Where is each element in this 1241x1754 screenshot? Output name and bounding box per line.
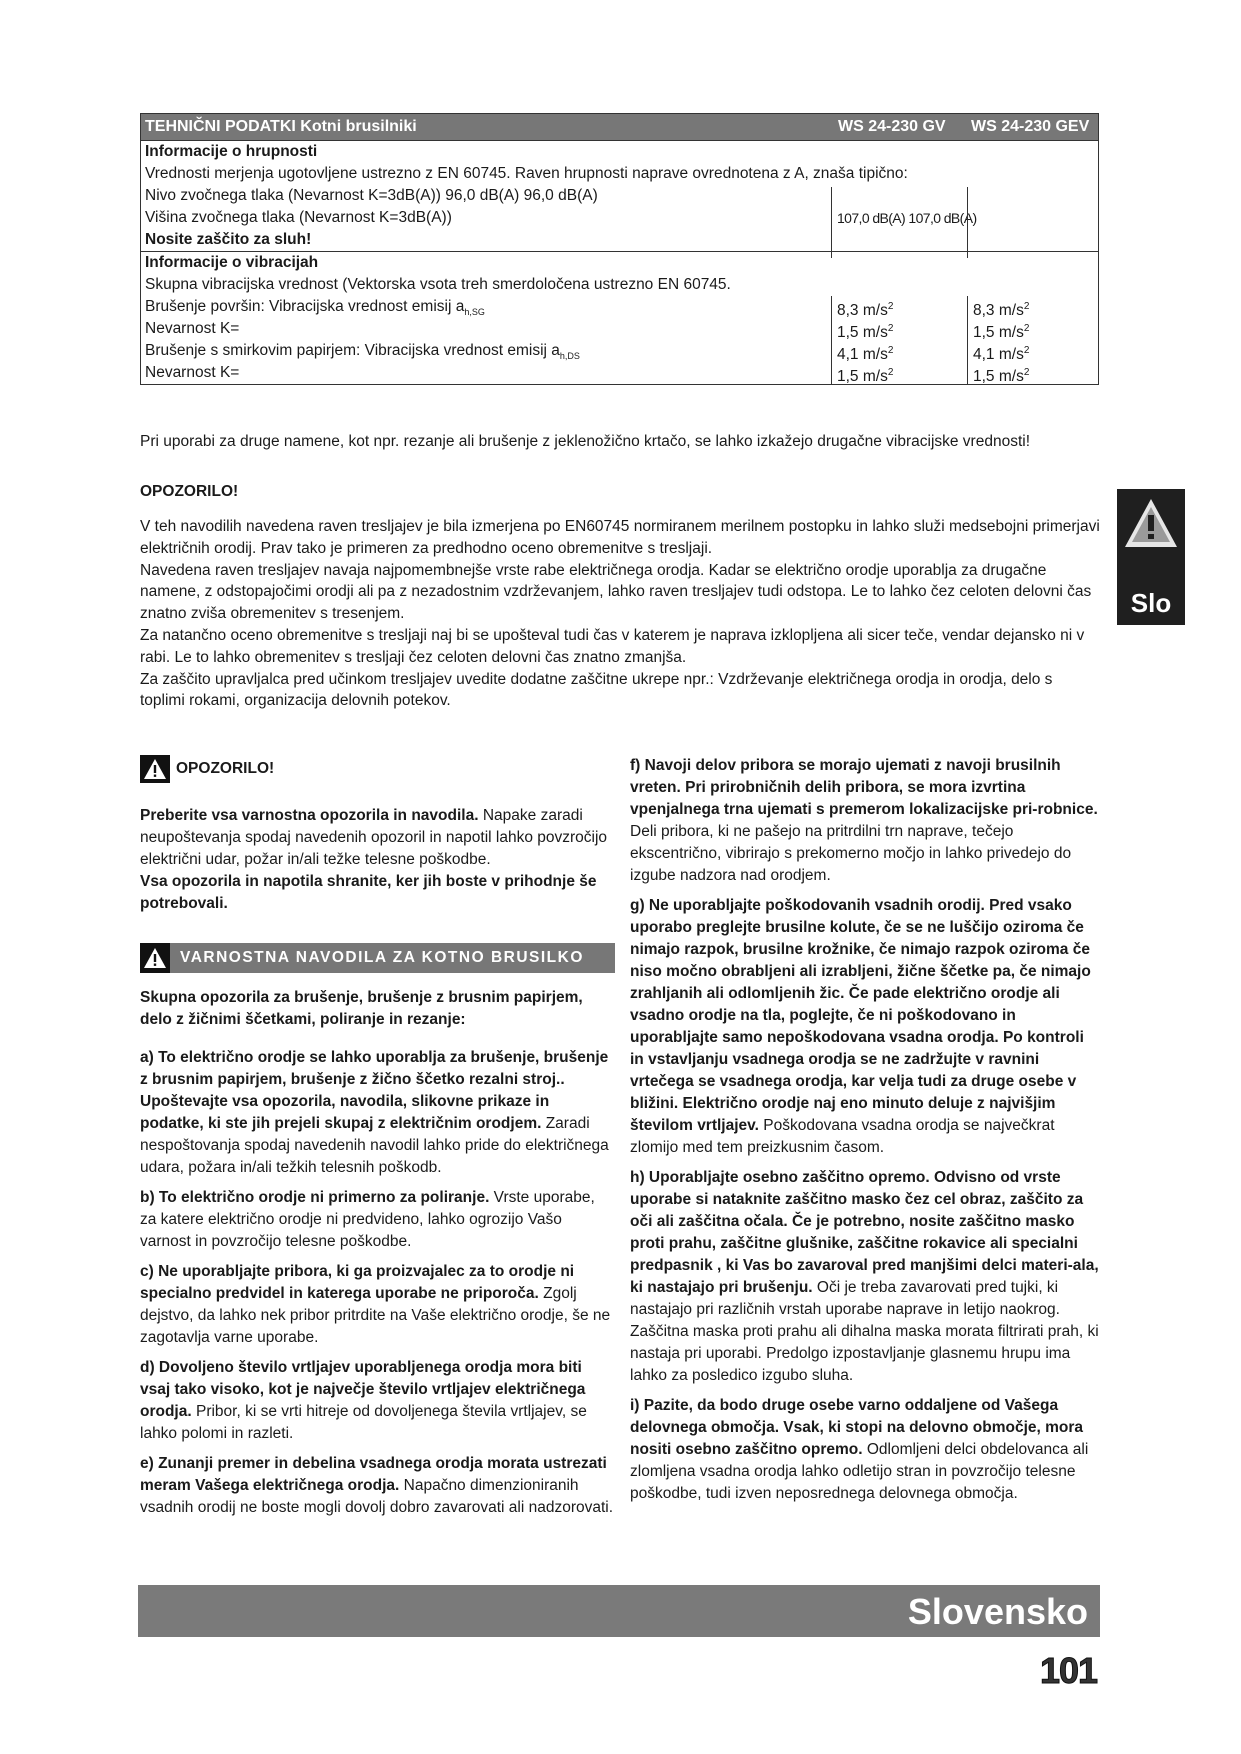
warning-paragraph: Navedena raven tresljajev navaja najpomembnejše vrste rabe električnega orodja. Kadar se električno orodje uporablja za drugačne namene, z odstopajočimi orodji ali pa z nezadostnim vzdrževanjem, lahko raven tresljajev tudi odstopa. Le to lahko čez celoten delovni čas znatno zviša obremenitev s tresenjem.: [140, 561, 1092, 623]
safety-item-bold: d) Dovoljeno število vrtljajev uporabljenega orodja mora biti vsaj tako visoko, kot je največje število vrtljajev električnega orodja.: [140, 1359, 586, 1420]
safety-item-bold: f) Navoji delov pribora se morajo ujemati z navoji brusilnih vreten. Pri prirobničnih delih pribora, se mora izvrtina vpenjalnega trna ujemati s premerom lokalizacijske pri-robnice.: [630, 757, 1098, 818]
safety-item-bold: c) Ne uporabljajte pribora, ki ga proizvajalec za to orodje ni specialno predvidel in katerega uporabe ne priporoča.: [140, 1263, 575, 1302]
warning-title: OPOZORILO!: [140, 483, 239, 500]
noise-heading: Informacije o hrupnosti: [145, 143, 318, 160]
spec-table: [140, 113, 1099, 385]
noise-power-label: Višina zvočnega tlaka (Nevarnost K=3dB(A)): [145, 209, 452, 226]
keep-bold: Vsa opozorila in napotila shranite, ker jih boste v prihodnje še potrebovali.: [140, 873, 597, 912]
vibration-label: Brušenje površin: Vibracijska vrednost emisij $a_{h,SG}$: [145, 298, 485, 318]
warning-triangle-icon: [140, 943, 170, 973]
language-code: Slo: [1130, 588, 1172, 618]
warning-triangle-icon: [140, 755, 170, 783]
vibration-label: Brušenje s smirkovim papirjem: Vibracijska vrednost emisij $a_{h,DS}$: [145, 342, 580, 362]
opozorilo-label: OPOZORILO!: [176, 760, 275, 777]
common-warnings: Skupna opozorila za brušenje, brušenje z brusnim papirjem, delo z žičnimi ščetkami, poliranje in rezanje:: [140, 989, 583, 1028]
safety-item-text: Poškodovana vsadna orodja se največkrat zlomijo med tem preizkusnim časom.: [630, 1117, 1055, 1156]
safety-item: [140, 1261, 615, 1349]
safety-item-bold: b) To električno orodje ni primerno za poliranje.: [140, 1189, 490, 1206]
value-gv: 4,1 $m/s^2$: [837, 345, 894, 364]
opozorilo-heading: [140, 755, 615, 783]
noise-power-value: 107,0 dB(A) 107,0 dB(A): [837, 210, 977, 226]
vibration-section: [141, 251, 1098, 384]
safety-item: [630, 895, 1100, 1159]
footer-bar: [138, 1585, 1100, 1637]
safety-banner: [140, 943, 615, 973]
model-ws24-230gev: WS 24-230 GEV: [971, 118, 1090, 135]
vibration-intro: Skupna vibracijska vrednost (Vektorska vsota treh smerdoločena ustrezno EN 60745.: [145, 276, 731, 293]
value-gev: 1,5 $m/s^2$: [973, 367, 1030, 386]
footer-language: Slovensko: [907, 1591, 1088, 1632]
safety-item: [140, 1453, 615, 1519]
safety-item-text: Oči je treba zavarovati pred tujki, ki nastajajo pri različnih vrstah uporabe naprave in letijo naokrog. Zaščitna maska proti prahu ali dihalna maska morata filtrirati prah, ki nastaja pri uporabi. Predolgo izpostavljanje glasnemu hrupu ima lahko za posledico izgubo sluha.: [630, 1279, 1099, 1384]
read-instructions: [140, 805, 615, 915]
col-divider: [831, 187, 832, 258]
vibration-label: Nevarnost K=: [145, 320, 240, 337]
safety-banner-title: VARNOSTNA NAVODILA ZA KOTNO BRUSILKO: [180, 949, 584, 966]
value-gev: 4,1 $m/s^2$: [973, 345, 1030, 364]
vibration-label: Nevarnost K=: [145, 364, 240, 381]
vibration-row: [141, 318, 1098, 340]
vibration-note: Pri uporabi za druge namene, kot npr. rezanje ali brušenje z jeklenožično krtačo, se lahko izkažejo drugačne vibracijske vrednosti!: [140, 433, 1031, 450]
col-divider: [831, 296, 832, 384]
right-column: [630, 755, 1100, 1513]
noise-pressure: Nivo zvočnega tlaka (Nevarnost K=3dB(A)) 96,0 dB(A) 96,0 dB(A): [145, 187, 598, 204]
value-gv: 1,5 $m/s^2$: [837, 323, 894, 342]
safety-item: [140, 1187, 615, 1253]
warning-paragraph: Za natančno oceno obremenitve s tresljaji naj bi se upošteval tudi čas v katerem je naprava izklopljena ali sicer teče, vendar dejansko ni v rabi. Le to lahko obremenitev s tresljaji čez celoten delovni čas znatno zmanjša.: [140, 626, 1085, 666]
col-divider: [967, 296, 968, 384]
safety-item-text: Pribor, ki se vrti hitreje od dovoljenega števila vrtljajev, se lahko polomi in razleti.: [140, 1403, 587, 1442]
vibration-row: [141, 340, 1098, 362]
value-gv: 8,3 $m/s^2$: [837, 301, 894, 320]
left-column: [140, 755, 615, 1527]
spec-title: TEHNIČNI PODATKI Kotni brusilniki: [145, 118, 417, 135]
safety-item-text: Zgolj dejstvo, da lahko nek pribor pritrdite na Vaše električno orodje, še ne zagotavlja varne uporabe.: [140, 1285, 611, 1346]
read-text: Napake zaradi neupoštevanja spodaj navedenih opozoril in napotil lahko povzročijo električni udar, požar in/ali težke telesne poškodbe.: [140, 807, 608, 868]
spec-table-header: [141, 114, 1098, 140]
read-bold: Preberite vsa varnostna opozorila in navodila.: [140, 807, 479, 824]
col-divider: [967, 187, 968, 258]
vibration-row: [141, 296, 1098, 318]
noise-intro: Vrednosti merjenja ugotovljene ustrezno z EN 60745. Raven hrupnosti naprave ovrednotena z A, znaša tipično:: [145, 165, 908, 182]
safety-item-bold: e) Zunanji premer in debelina vsadnega orodja morata ustrezati meram Vašega električnega orodja.: [140, 1455, 607, 1494]
warning-paragraph: V teh navodilih navedena raven tresljajev je bila izmerjena po EN60745 normiranem merilnem postopku in lahko služi medsebojni primerjavi električnih orodij. Prav tako je primeren za predhodno oceno obremenitve s tresljaji.: [140, 518, 1100, 557]
safety-item-text: Napačno dimenzioniranih vsadnih orodij ne boste mogli dovolj dobro zavarovati ali nadzorovati.: [140, 1477, 614, 1516]
language-side-tab: [1117, 489, 1185, 625]
noise-section: [141, 140, 1098, 251]
safety-item-text: Deli pribora, ki ne pašejo na pritrdilni trn naprave, tečejo ekscentrično, vibrirajo s prekomerno močjo in lahko privedejo do izgube nadzora nad orodjem.: [630, 823, 1072, 884]
value-gev: 8,3 $m/s^2$: [973, 301, 1030, 320]
safety-item-text: Odlomljeni delci obdelovanca ali zlomljena vsadna orodja lahko odletijo stran in povzročijo telesne poškodbe, tudi izven neposrednega delovnega območja.: [630, 1441, 1089, 1502]
safety-item-bold: a) To električno orodje se lahko uporablja za brušenje, brušenje z brusnim papirjem, brušenje z žično ščetko rezalni stroj.. Upoštevajte vsa opozorila, navodila, slikovne prikaze in podatke, ki ste jih prejeli skupaj z električnim orodjem.: [140, 1049, 609, 1132]
value-gv: 1,5 $m/s^2$: [837, 367, 894, 386]
model-ws24-230gv: WS 24-230 GV: [838, 118, 946, 135]
value-gev: 1,5 $m/s^2$: [973, 323, 1030, 342]
vibration-row: [141, 362, 1098, 384]
warning-text: [140, 516, 1100, 712]
vibration-heading: Informacije o vibracijah: [145, 254, 319, 271]
safety-item: [630, 1167, 1100, 1387]
page-number: 101: [1040, 1650, 1098, 1691]
warning-triangle-icon: [1123, 497, 1179, 549]
safety-item-text: Vrste uporabe, za katere električno orodje ni predvideno, lahko ogrozijo Vašo varnost in povzročijo telesne poškodbe.: [140, 1189, 595, 1250]
safety-item: [630, 755, 1100, 887]
safety-item-bold: h) Uporabljajte osebno zaščitno opremo. Odvisno od vrste uporabe si nataknite zaščitno masko čez cel obraz, zaščito za oči ali zaščitna očala. Če je potrebno, nosite zaščitno masko proti prahu, zaščitne glušnike, zaščitne rokavice ali specialni predpasnik , ki Vas bo zavaroval pred manjšimi delci materi-ala, ki nastajajo pri brušenju.: [630, 1169, 1099, 1296]
safety-item-bold: g) Ne uporabljajte poškodovanih vsadnih orodij. Pred vsako uporabo preglejte brusilne kolute, če se ne luščijo oziroma če nimajo razpok, brusilne krožnike, če nimajo razpok oziroma če niso močno obrabljeni ali izrabljeni, žične ščetke pa, če nimajo zrahljanih ali odlomljenih žic. Če pade električno orodje ali vsadno orodje na tla, poglejte, če ni poškodovano in uporabljajte samo nepoškodovana vsadna orodja. Po kontroli in vstavljanju vsadnega orodja se ne zadržujte v ravnini vrtečega se vsadnega orodja, kar velja tudi za druge osebe v bližini. Električno orodje naj eno minuto deluje z najvišjim številom vrtljajev.: [630, 897, 1091, 1134]
warning-paragraph: Za zaščito upravljalca pred učinkom tresljajev uvedite dodatne zaščitne ukrepe npr.: Vzdrževanje električnega orodja in orodja, delo s toplimi rokami, organizacija delovnih potekov.: [140, 670, 1053, 710]
safety-item-bold: i) Pazite, da bodo druge osebe varno oddaljene od Vašega delovnega območja. Vsak, ki stopi na delovno območje, mora nositi osebno zaščitno opremo.: [630, 1397, 1084, 1458]
safety-item-text: Zaradi nespoštovanja spodaj navedenih navodil lahko pride do električnega udara, požara in/ali težkih telesnih poškodb.: [140, 1115, 609, 1176]
hearing-protection: Nosite zaščito za sluh!: [145, 231, 312, 248]
safety-item: [140, 1357, 615, 1445]
safety-item: [140, 1047, 615, 1179]
safety-item: [630, 1395, 1100, 1505]
